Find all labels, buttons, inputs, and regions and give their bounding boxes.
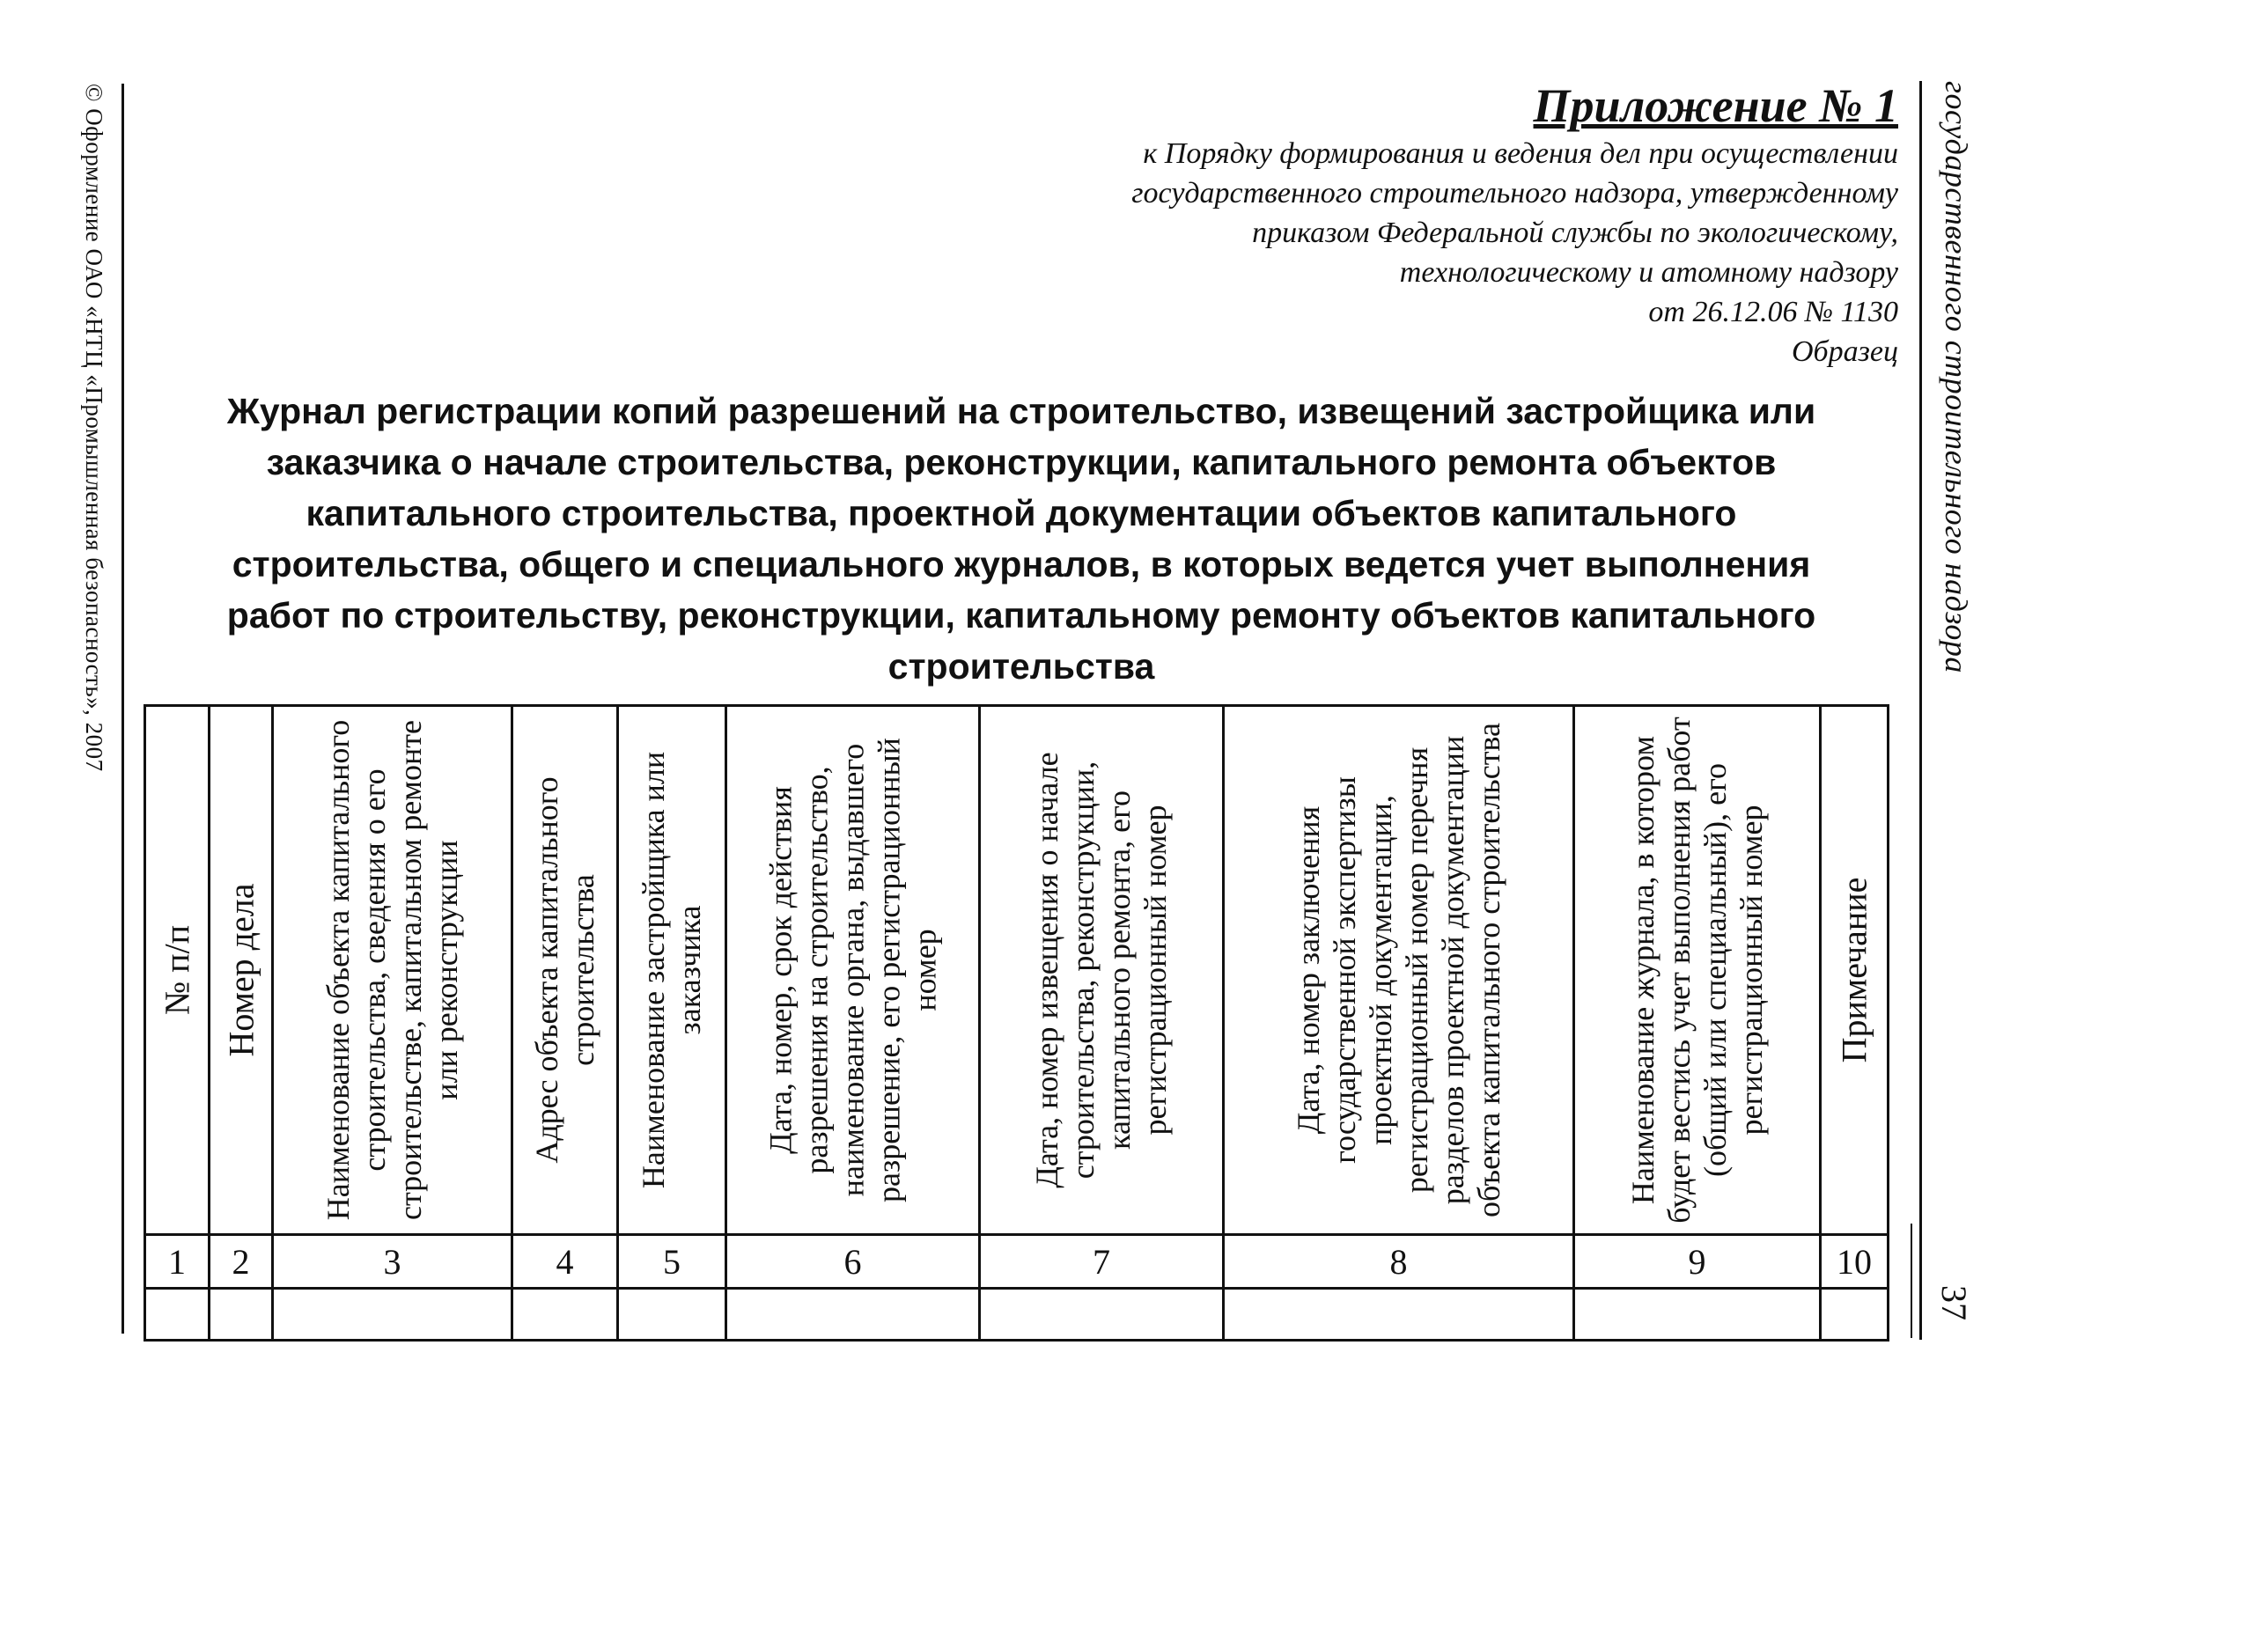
column-header [145,706,210,1235]
document-title-line: строительства, общего и специального журналов, в которых ведется учет выполнения [232,544,1811,584]
column-number-row [145,1235,1889,1289]
page-number-rule [1911,1224,1912,1338]
appendix-line: государственного строительного надзора, утвержденному [1131,177,1898,210]
column-number: 1 [145,1235,210,1289]
table-row [145,1289,1889,1341]
column-header-text: Адрес объекта капитального строительства [528,776,600,1164]
column-header [1574,706,1821,1235]
column-header [1224,706,1574,1235]
column-header-text: Наименование журнала, в котором будет вестись учет выполнения работ (общий или специальный), его регистрационный номер [1624,717,1769,1224]
table-cell [512,1289,618,1341]
appendix-sample-label: Образец [1791,335,1898,368]
table-cell [210,1289,273,1341]
appendix-title: Приложение № 1 [1533,79,1898,132]
table-cell [1224,1289,1574,1341]
document-title-line: заказчика о начале строительства, реконструкции, капитального ремонта объектов [266,442,1777,482]
column-header [618,706,726,1235]
column-header-text: Дата, номер заключения государственной экспертизы проектной документации, регистрационный номер перечня разделов проектной документации объекта капитального строительства [1290,723,1506,1217]
appendix-line: к Порядку формирования и ведения дел при осуществлении [1143,137,1898,170]
column-header-text: Наименование объекта капитального строительства, сведения о его строительстве, капитальном ремонте или реконструкции [320,719,464,1221]
column-header-text: Номер дела [221,883,261,1057]
document-title [176,386,1867,692]
table-cell [1574,1289,1821,1341]
table-header-row [145,706,1889,1235]
column-number: 9 [1574,1235,1821,1289]
column-header-text: Примечание [1834,877,1874,1063]
running-title: государственного строительного надзора [1939,81,1974,673]
column-header-text: № п/п [157,924,197,1016]
column-header-text: Наименование застройщика или заказчика [636,751,707,1189]
table-cell [145,1289,210,1341]
column-number: 2 [210,1235,273,1289]
column-header [726,706,980,1235]
column-number: 8 [1224,1235,1574,1289]
column-header [980,706,1224,1235]
table-cell [1821,1289,1889,1341]
appendix-header [1131,77,1898,371]
column-number: 5 [618,1235,726,1289]
table-cell [980,1289,1224,1341]
column-number: 6 [726,1235,980,1289]
column-number: 7 [980,1235,1224,1289]
document-title-line: работ по строительству, реконструкции, капитальному ремонту объектов капитального [226,595,1816,636]
register-table [144,704,1889,1342]
column-header-text: Дата, номер извещения о начале строительства, реконструкции, капитального ремонта, его регистрационный номер [1029,752,1173,1188]
table-cell [726,1289,980,1341]
right-margin-rule [1919,81,1922,1340]
column-header [210,706,273,1235]
table-cell [618,1289,726,1341]
appendix-line: от 26.12.06 № 1130 [1648,296,1898,328]
document-title-line: капитального строительства, проектной документации объектов капитального [306,493,1737,533]
appendix-line: приказом Федеральной службы по экологическому, [1252,217,1898,249]
column-header-text: Дата, номер, срок действия разрешения на строительство, наименование органа, выдавшего разрешение, его регистрационный номер [762,738,942,1202]
document-title-line: строительства [887,646,1155,687]
column-header [512,706,618,1235]
document-title-line: Журнал регистрации копий разрешений на строительство, извещений застройщика или [226,391,1816,431]
column-header [273,706,512,1235]
appendix-line: технологическому и атомному надзору [1399,256,1898,289]
table-cell [273,1289,512,1341]
column-number: 3 [273,1235,512,1289]
column-number: 10 [1821,1235,1889,1289]
column-header [1821,706,1889,1235]
copyright-note: © Оформление ОАО «НТЦ «Промышленная безопасность», 2007 [81,84,107,772]
page-number: 37 [1934,1285,1974,1320]
left-margin-rule [122,84,124,1334]
column-number: 4 [512,1235,618,1289]
